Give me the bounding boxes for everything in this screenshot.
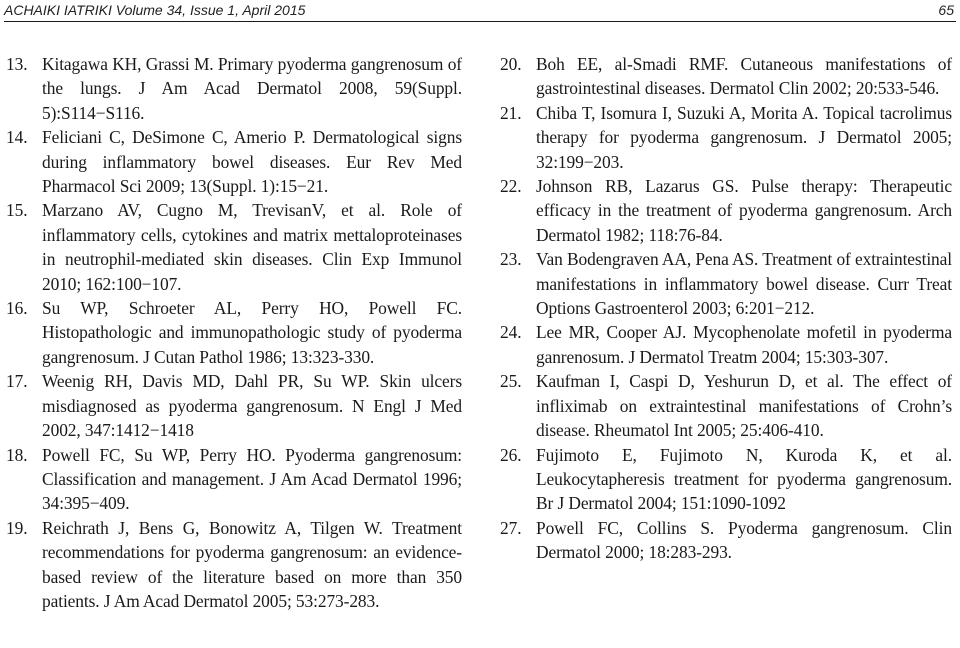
reference-19	[6, 516, 462, 614]
reference-number: 13.	[6, 54, 28, 74]
reference-16	[6, 296, 462, 369]
reference-text: Su WP, Schroeter AL, Perry HO, Powell FC. Histopathologic and immunopathologic study of pyoderma gangrenosum. J Cutan Pathol 1986; 13:323-330.	[42, 298, 462, 367]
reference-number: 27.	[500, 517, 522, 538]
reference-21	[500, 101, 952, 174]
reference-17	[6, 369, 462, 442]
references-left-column	[6, 52, 462, 613]
reference-text: Weenig RH, Davis MD, Dahl PR, Su WP. Skin ulcers misdiagnosed as pyoderma gangrenosum. N Engl J Med 2002, 347:1412−1418	[42, 371, 462, 441]
reference-number: 16.	[6, 298, 28, 319]
reference-text: Powell FC, Su WP, Perry HO. Pyoderma gangrenosum: Classification and management. J Am Acad Dermatol 1996; 34:395−409.	[42, 444, 462, 514]
reference-number: 17.	[6, 371, 28, 392]
reference-14	[6, 125, 462, 198]
reference-number: 26.	[500, 444, 522, 465]
reference-text: Johnson RB, Lazarus GS. Pulse therapy: Therapeutic efficacy in the treatment of pyoderma gangrenosum. Arch Dermatol 1982; 118:76-84.	[536, 176, 952, 245]
reference-23	[500, 247, 952, 320]
header-rule	[4, 21, 956, 22]
reference-text: Reichrath J, Bens G, Bonowitz A, Tilgen W. Treatment recommendations for pyoderma gangrenosum: an evidence-based review of the literature based on more than 350 patients. J Am Acad Dermatol 2005; 53:273-283.	[42, 517, 462, 611]
reference-18	[6, 443, 462, 516]
reference-26	[500, 443, 952, 516]
reference-text: Marzano AV, Cugno M, TrevisanV, et al. Role of inflammatory cells, cytokines and matrix mettaloproteinases in neutrophil-mediated skin diseases. Clin Exp Immunol 2010; 162:100−107.	[42, 200, 462, 294]
journal-title: ACHAIKI IATRIKI Volume 34, Issue 1, April 2015	[4, 2, 306, 18]
reference-20	[500, 52, 952, 101]
reference-22	[500, 174, 952, 247]
reference-25	[500, 369, 952, 442]
reference-number: 22.	[500, 176, 522, 197]
reference-number: 25.	[500, 371, 522, 392]
reference-number: 24.	[500, 322, 522, 343]
reference-text: Kitagawa KH, Grassi M. Primary pyoderma gangrenosum of the lungs. J Am Acad Dermatol 2008, 59(Suppl. 5):S114−S116.	[42, 54, 462, 123]
reference-text: Kaufman I, Caspi D, Yeshurun D, et al. The effect of infliximab on extraintestinal manifestations of Crohn’s disease. Rheumatol Int 2005; 25:406-410.	[536, 371, 952, 441]
reference-number: 15.	[6, 200, 28, 221]
reference-24	[500, 320, 952, 369]
reference-text: Feliciani C, DeSimone C, Amerio P. Dermatological signs during inflammatory bowel diseases. Eur Rev Med Pharmacol Sci 2009; 13(Suppl. 1):15−21.	[42, 127, 462, 197]
reference-number: 14.	[6, 127, 28, 148]
reference-number: 23.	[500, 249, 522, 270]
reference-text: Lee MR, Cooper AJ. Mycophenolate mofetil in pyoderma ganrenosum. J Dermatol Treatm 2004; 15:303-307.	[536, 322, 952, 367]
reference-text: Fujimoto E, Fujimoto N, Kuroda K, et al. Leukocytapheresis treatment for pyoderma gangrenosum. Br J Dermatol 2004; 151:1090-1092	[536, 444, 952, 514]
reference-text: Chiba T, Isomura I, Suzuki A, Morita A. Topical tacrolimus therapy for pyoderma gangrenosum. J Dermatol 2005; 32:199−203.	[536, 102, 952, 172]
reference-27	[500, 516, 952, 565]
running-header	[4, 0, 956, 20]
reference-text: Boh EE, al-Smadi RMF. Cutaneous manifestations of gastrointestinal diseases. Dermatol Clin 2002; 20:533-546.	[536, 54, 952, 99]
reference-text: Powell FC, Collins S. Pyoderma gangrenosum. Clin Dermatol 2000; 18:283-293.	[536, 517, 952, 563]
reference-number: 18.	[6, 444, 28, 465]
reference-text: Van Bodengraven AA, Pena AS. Treatment of extraintestinal manifestations in inflammatory bowel disease. Curr Treat Options Gastroenterol 2003; 6:201−212.	[536, 249, 952, 319]
reference-13	[6, 52, 462, 125]
references-right-column	[500, 52, 952, 565]
reference-15	[6, 198, 462, 296]
reference-number: 21.	[500, 102, 522, 123]
page-number: 65	[938, 2, 954, 18]
reference-number: 20.	[500, 54, 522, 74]
reference-number: 19.	[6, 517, 28, 538]
